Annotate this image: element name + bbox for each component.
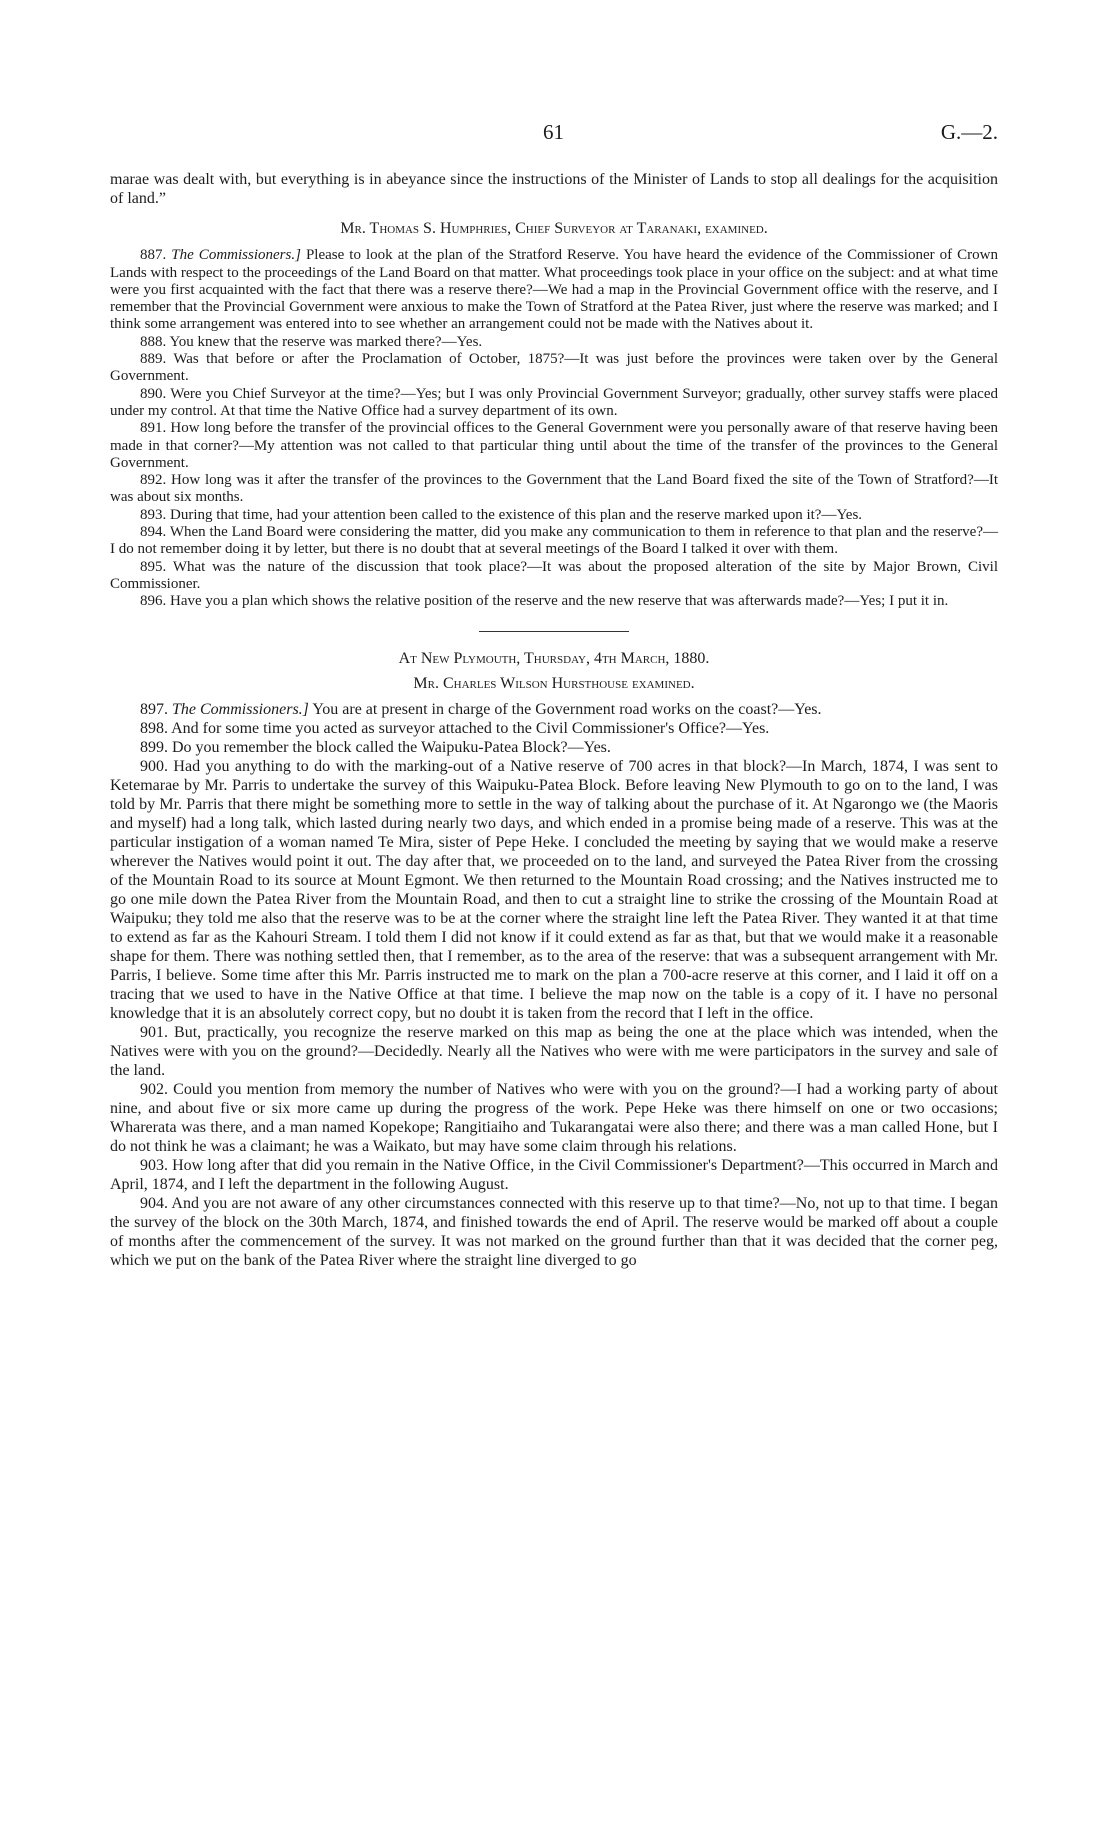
question-paragraph bbox=[110, 524, 998, 559]
question-text: And you are not aware of any other circumstances connected with this reserve up to that time?—No, not up to that time. I began the survey of the block on the 30th March, 1874, and finished towards the end of April. The reserve would be marked off about a couple of months after the commencement of the survey. It was not marked on the ground further than that it was decided that the corner peg, which we put on the bank of the Patea River where the straight line diverged to go bbox=[110, 1195, 998, 1270]
question-text: Was that before or after the Proclamation of October, 1875?—It was just before the provinces were taken over by the General Government. bbox=[110, 351, 998, 385]
question-text: How long after that did you remain in the Native Office, in the Civil Commissioner's Department?—This occurred in March and April, 1874, and I left the department in the following August. bbox=[110, 1157, 999, 1194]
question-paragraph bbox=[110, 386, 998, 421]
question-number: 892. bbox=[140, 472, 167, 489]
section-humphries bbox=[110, 247, 998, 610]
question-number: 897. bbox=[140, 701, 168, 719]
question-number: 888. bbox=[140, 333, 167, 350]
section-hursthouse bbox=[110, 700, 998, 1270]
question-paragraph bbox=[110, 719, 998, 738]
question-number: 890. bbox=[140, 385, 167, 402]
question-text: Please to look at the plan of the Stratford Reserve. You have heard the evidence of the Commissioner of Crown Lands with respect to the proceedings of the Land Board on that matter. What proceedings took place in your office on the subject: and at what time were you first acquainted with the fact that there was a reserve there?—We had a map in the Provincial Government office with the reserve, and I remember that the Provincial Government were anxious to make the Town of Stratford at the Patea River, just where the reserve was marked; and I think some arrangement was entered into to see whether an arrangement could not be made with the Natives about it. bbox=[110, 247, 998, 333]
question-number: 887. bbox=[140, 247, 167, 264]
place-date-heading: At New Plymouth, Thursday, 4th March, 1880. bbox=[398, 649, 710, 667]
question-text: How long was it after the transfer of the provinces to the Government that the Land Board fixed the site of the Town of Stratford?—It was about six months. bbox=[110, 472, 998, 506]
question-paragraph bbox=[110, 757, 998, 1023]
question-text: And for some time you acted as surveyor attached to the Civil Commissioner's Office?—Yes. bbox=[171, 720, 770, 738]
question-number: 889. bbox=[140, 351, 167, 368]
document-body bbox=[110, 170, 998, 1270]
question-text: How long before the transfer of the provincial offices to the General Government were you personally aware of that reserve having been made in that corner?—My attention was not called to that particular thing until about the time of the transfer of the provinces to the General Government. bbox=[110, 420, 998, 471]
witness-heading-humphries: Mr. Thomas S. Humphries, Chief Surveyor at Taranaki, examined. bbox=[340, 220, 768, 237]
question-text: Were you Chief Surveyor at the time?—Yes; but I was only Provincial Government Surveyor; gradually, other survey staffs were placed under my control. At that time the Native Office had a survey department of its own. bbox=[110, 385, 999, 419]
question-text: Could you mention from memory the number of Natives who were with you on the ground?—I had a working party of about nine, and about five or six more came up during the progress of the work. Pepe Heke was there himself on one or two occasions; Wharerata was there, and a man named Kopekope; Rangitiaiho and Tukarangatai were also there; and there was a man called Hone, but I do not think he was a claimant; he was a Waikato, but may have some claim through his relations. bbox=[110, 1081, 998, 1156]
question-paragraph bbox=[110, 1023, 998, 1080]
question-number: 898. bbox=[140, 720, 168, 738]
question-number: 899. bbox=[140, 739, 168, 757]
question-text: But, practically, you recognize the reserve marked on this map as being the one at the place which was intended, when the Natives were with you on the ground?—Decidedly. Nearly all the Natives who were with me were participators in the survey and sale of the land. bbox=[110, 1024, 999, 1080]
page-number: 61 bbox=[543, 120, 564, 144]
question-number: 895. bbox=[140, 558, 167, 575]
question-paragraph bbox=[110, 247, 998, 333]
question-paragraph bbox=[110, 472, 998, 507]
question-paragraph bbox=[110, 420, 998, 472]
question-paragraph bbox=[110, 1080, 998, 1156]
question-text: What was the nature of the discussion that took place?—It was about the proposed alteration of the site by Major Brown, Civil Commissioner. bbox=[110, 558, 998, 592]
section-divider bbox=[479, 631, 629, 632]
question-text: Had you anything to do with the marking-out of a Native reserve of 700 acres in that block?—In March, 1874, I was sent to Ketemarae by Mr. Parris to undertake the survey of this Waipuku-Patea Block. Before leaving New Plymouth to go on to the land, I was told by Mr. Parris that there might be something more to settle in the way of talking about the purchase of it. At Ngarongo we (the Maoris and myself) had a long talk, which lasted during nearly two days, and which ended in a promise being made of a reserve. This was at the particular instigation of a woman named Te Mira, sister of Pepe Heke. I concluded the meeting by saying that we would make a reserve wherever the Natives would point it out. The day after that, we proceeded on to the land, and surveyed the Patea River from the crossing of the Mountain Road to its source at Mount Egmont. We then returned to the Mountain Road crossing; and the Natives instructed me to go one mile down the Patea River from the Mountain Road, and then to cut a straight line to strike the crossing of the Mountain Road at Waipuku; they told me also that the reserve was to be at the corner where the straight line left the Patea River. They wanted it at that time to extend as far as the Kahouri Stream. I told them I did not know if it could extend as far as that, but that we would make it a reasonable shape for them. There was nothing settled then, that I remember, as to the area of the reserve: that was a subsequent arrangement with Mr. Parris, I believe. Some time after this Mr. Parris instructed me to mark on the plan a 700-acre reserve at this corner, and I laid it off on a tracing that we used to have in the Native Office at that time. I believe the map now on the table is a copy of it. I have no personal knowledge that it is an absolutely correct copy, but no doubt it is taken from the record that I left in the office. bbox=[110, 758, 999, 1023]
speaker: The Commissioners.] bbox=[171, 247, 301, 264]
question-paragraph bbox=[110, 1156, 998, 1194]
question-number: 902. bbox=[140, 1081, 168, 1099]
question-number: 891. bbox=[140, 420, 167, 437]
question-number: 900. bbox=[140, 758, 168, 776]
question-paragraph bbox=[110, 351, 998, 386]
question-paragraph bbox=[110, 1194, 998, 1270]
document-reference: G.—2. bbox=[940, 120, 998, 144]
question-paragraph bbox=[110, 507, 998, 524]
question-number: 894. bbox=[140, 524, 167, 541]
page-header bbox=[0, 120, 1114, 150]
lead-paragraph: marae was dealt with, but everything is in abeyance since the instructions of the Minister of Lands to stop all dealings for the acquisition of land.” bbox=[110, 171, 998, 207]
witness-heading-hursthouse: Mr. Charles Wilson Hursthouse examined. bbox=[413, 674, 695, 692]
question-paragraph bbox=[110, 559, 998, 594]
question-text: Have you a plan which shows the relative position of the reserve and the new reserve that was afterwards made?—Yes; I put it in. bbox=[170, 593, 949, 610]
question-number: 903. bbox=[140, 1157, 168, 1175]
question-number: 901. bbox=[140, 1024, 168, 1042]
question-paragraph bbox=[110, 738, 998, 757]
question-number: 893. bbox=[140, 506, 167, 523]
question-text: During that time, had your attention been called to the existence of this plan and the reserve marked upon it?—Yes. bbox=[170, 506, 863, 523]
question-number: 904. bbox=[140, 1195, 168, 1213]
speaker: The Commissioners.] bbox=[172, 701, 309, 719]
question-text: When the Land Board were considering the matter, did you make any communication to them in reference to that plan and the reserve?—I do not remember doing it by letter, but there is no doubt that at several meetings of the Board I talked it over with them. bbox=[110, 524, 998, 558]
question-text: Do you remember the block called the Waipuku-Patea Block?—Yes. bbox=[172, 739, 611, 757]
question-paragraph bbox=[110, 700, 998, 719]
question-paragraph bbox=[110, 334, 998, 351]
question-paragraph bbox=[110, 593, 998, 610]
question-text: You are at present in charge of the Government road works on the coast?—Yes. bbox=[312, 701, 822, 719]
question-number: 896. bbox=[140, 593, 167, 610]
question-text: You knew that the reserve was marked there?—Yes. bbox=[169, 333, 483, 350]
